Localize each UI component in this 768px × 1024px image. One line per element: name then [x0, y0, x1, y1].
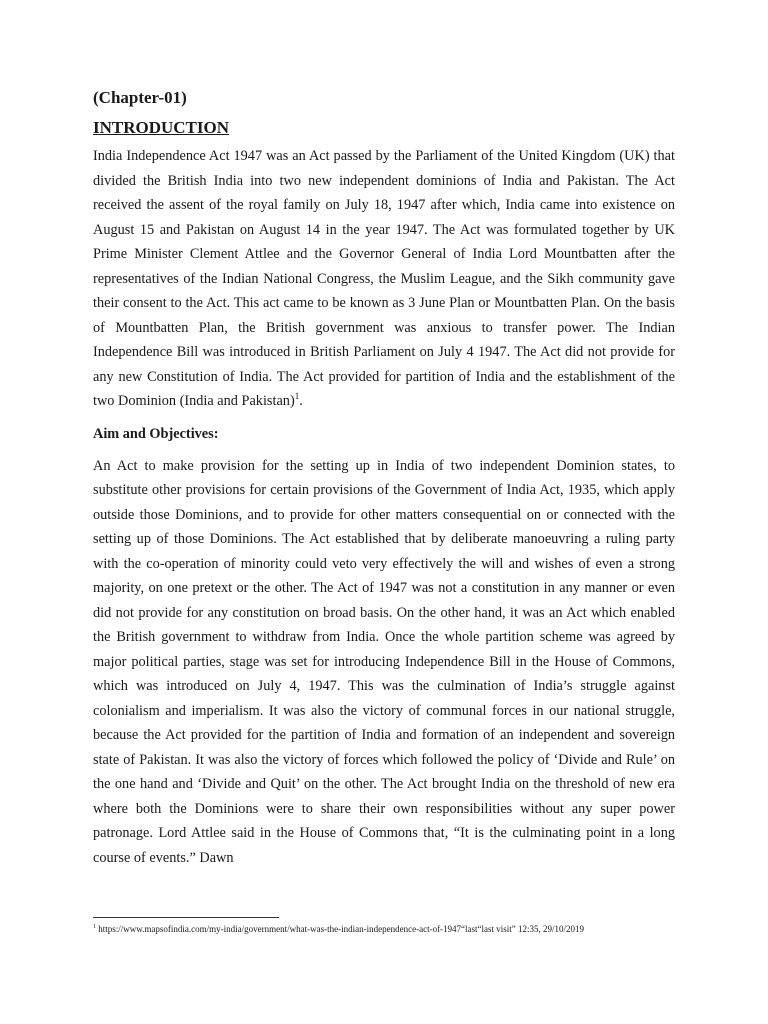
aim-paragraph: An Act to make provision for the setting up in India of two independent Dominion states, to substitute other provisions for certain provisions of the Government of India Act, 1935, which apply outside those Dominions, and to provide for other matters consequential on or connected with the setting up of those Dominions. The Act established that by deliberate manoeuvring a ruling party with the co-operation of minority could veto very effectively the will and wishes of even a strong majority, on one pretext or the other. The Act of 1947 was not a constitution in any manner or even did not provide for any constitution on broad basis. On the other hand, it was an Act which enabled the British government to withdraw from India. Once the whole partition scheme was agreed by major political parties, stage was set for introducing Independence Bill in the House of Commons, which was introduced on July 4, 1947. This was the culmination of India’s struggle against colonialism and imperialism. It was also the victory of communal forces in our national struggle, because the Act provided for the partition of India and formation of an independent and sovereign state of Pakistan. It was also the victory of forces which followed the policy of ‘Divide and Rule’ on the one hand and ‘Divide and Quit’ on the other. The Act brought India on the threshold of new era where both the Dominions were to share their own responsibilities without any super power patronage. Lord Attlee said in the House of Commons that, “It is the culminating point in a long course of events.” Dawn: [93, 457, 675, 866]
intro-paragraph-end: .: [299, 393, 303, 409]
page-title: INTRODUCTION: [93, 118, 230, 137]
chapter-label: (Chapter-01): [93, 88, 187, 107]
footnote-divider: [93, 917, 279, 918]
footnote-reference[interactable]: 1: [294, 391, 300, 402]
aim-objectives-heading: Aim and Objectives:: [93, 425, 219, 442]
document-page: [93, 86, 675, 870]
footnote: [93, 921, 693, 935]
intro-paragraph-text: India Independence Act 1947 was an Act passed by the Parliament of the United Kingdom (UK) that divided the British India into two new independent dominions of India and Pakistan. The Act received the assent of the royal family on July 18, 1947 after which, India came into existence on August 15 and Pakistan on August 14 in the year 1947. The Act was formulated together by UK Prime Minister Clement Attlee and the Governor General of India Lord Mountbatten after the representatives of the Indian National Congress, the Muslim League, and the Sikh community gave their consent to the Act. This act came to be known as 3 June Plan or Mountbatten Plan. On the basis of Mountbatten Plan, the British government was anxious to transfer power. The Indian Independence Bill was introduced in British Parliament on July 4 1947. The Act did not provide for any new Constitution of India. The Act provided for partition of India and the establishment of the two Dominion (India and Pakistan): [93, 148, 675, 409]
footnote-text[interactable]: https://www.mapsofindia.com/my-india/government/what-was-the-indian-independence-act-of-1947“last“last visit” 12:35, 29/10/2019: [96, 924, 585, 934]
intro-paragraph: [93, 144, 675, 414]
footnote-number: 1: [93, 924, 96, 930]
